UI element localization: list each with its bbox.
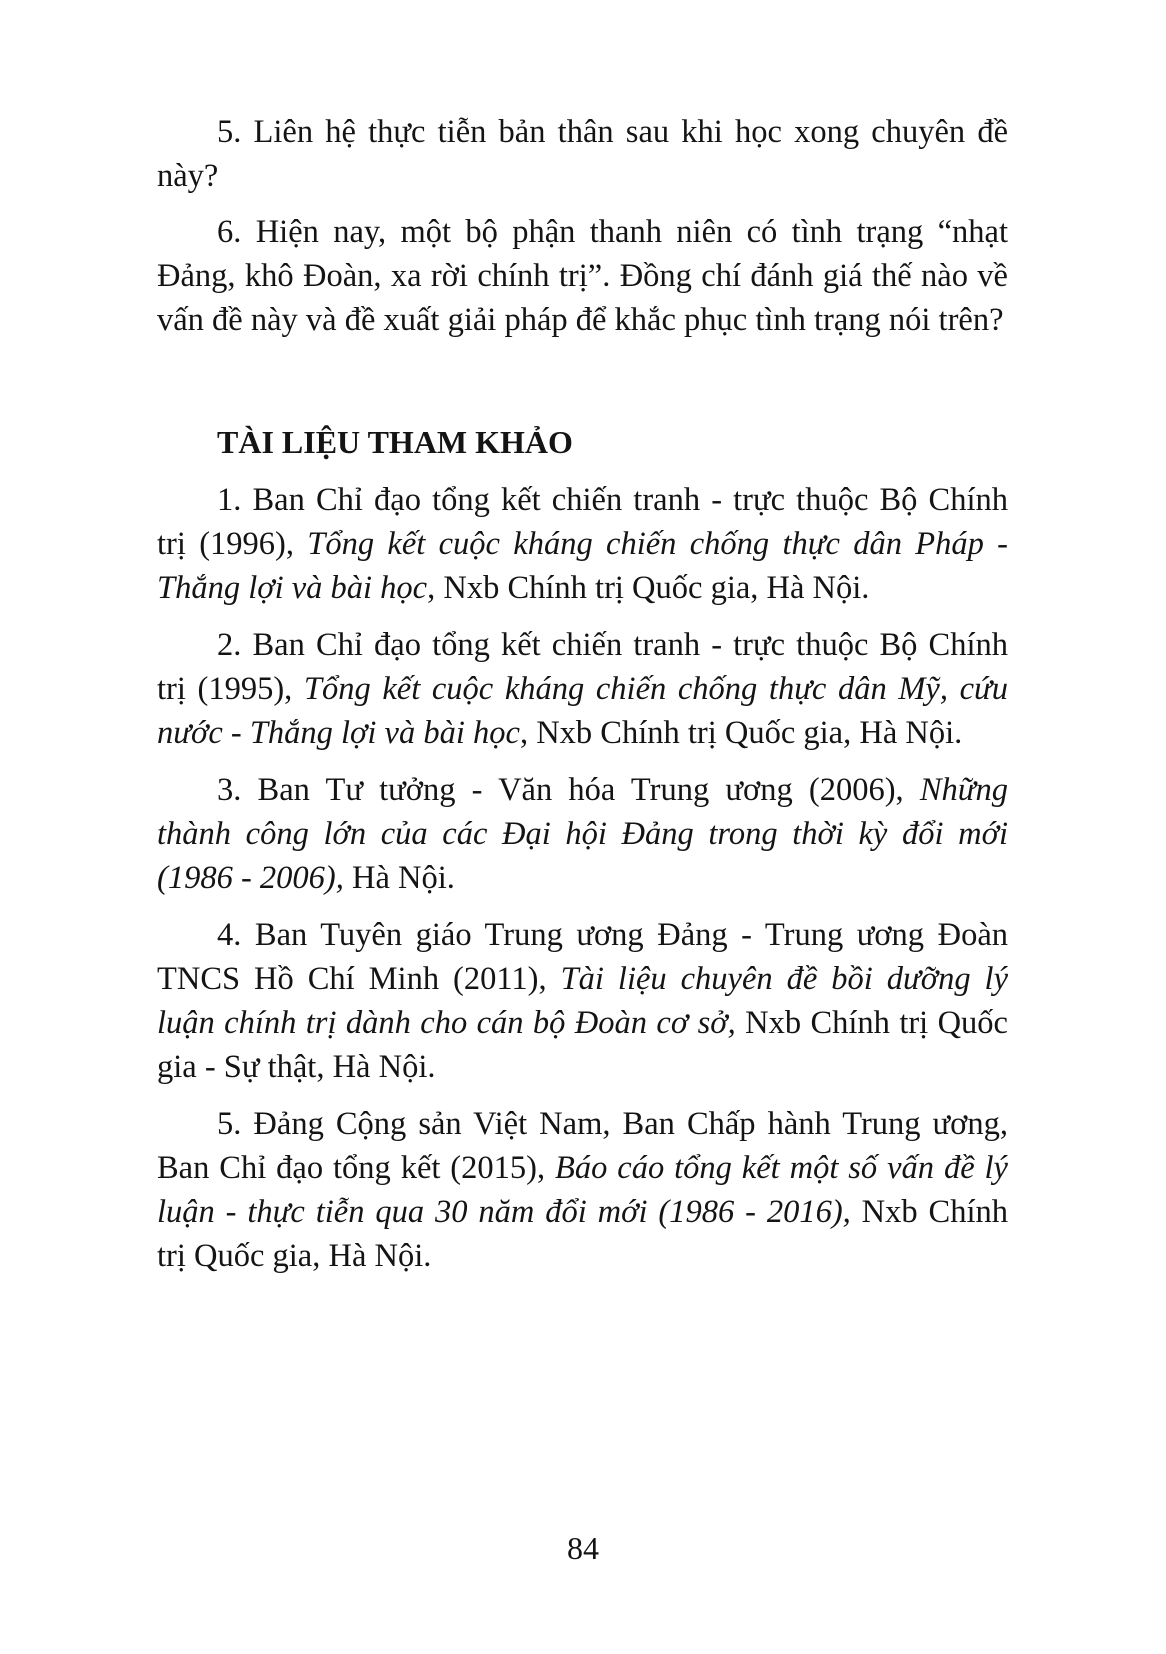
reference-title: Tổng kết cuộc kháng chiến chống thực dân Pháp - Thắng lợi và bài học bbox=[157, 526, 1008, 606]
references-heading: TÀI LIỆU THAM KHẢO bbox=[217, 424, 573, 460]
reference-title: Báo cáo tổng kết một số vấn đề lý luận - thực tiễn qua 30 năm đổi mới (1986 - 2016), bbox=[157, 1150, 1008, 1230]
reference-prefix: 3. Ban Tư tưởng - Văn hóa Trung ương (2006), bbox=[217, 772, 920, 808]
reference-title: Những thành công lớn của các Đại hội Đảng trong thời kỳ đổi mới (1986 - 2006), bbox=[157, 772, 1008, 896]
reference-item-3 bbox=[157, 768, 1008, 900]
reference-prefix: 2. Ban Chỉ đạo tổng kết chiến tranh - trực thuộc Bộ Chính trị (1995), bbox=[157, 627, 1008, 707]
reference-suffix: Nxb Chính trị Quốc gia - Sự thật, Hà Nội. bbox=[157, 1005, 1008, 1085]
page-number: 84 bbox=[567, 1530, 599, 1566]
question-5: 5. Liên hệ thực tiễn bản thân sau khi học xong chuyên đề này? bbox=[157, 114, 1008, 194]
reference-suffix: Hà Nội. bbox=[343, 860, 455, 896]
reference-title: Tổng kết cuộc kháng chiến chống thực dân Mỹ, cứu nước - Thắng lợi và bài học bbox=[157, 671, 1008, 751]
reference-suffix: , Nxb Chính trị Quốc gia, Hà Nội. bbox=[519, 715, 963, 751]
reference-item-4 bbox=[157, 913, 1008, 1089]
question-6: 6. Hiện nay, một bộ phận thanh niên có tình trạng “nhạt Đảng, khô Đoàn, xa rời chính trị”. Đồng chí đánh giá thế nào về vấn đề này và đề xuất giải pháp để khắc phục tình trạng nói trên? bbox=[157, 214, 1008, 338]
reference-prefix: 5. Đảng Cộng sản Việt Nam, Ban Chấp hành Trung ương, Ban Chỉ đạo tổng kết (2015), bbox=[157, 1106, 1008, 1186]
reference-suffix: Nxb Chính trị Quốc gia, Hà Nội. bbox=[157, 1194, 1008, 1274]
reference-item-5 bbox=[157, 1102, 1008, 1278]
document-page bbox=[157, 110, 1008, 1278]
reference-item-2 bbox=[157, 623, 1008, 755]
reference-title: Tài liệu chuyên đề bồi dưỡng lý luận chính trị dành cho cán bộ Đoàn cơ sở, bbox=[157, 961, 1008, 1041]
reference-prefix: 1. Ban Chỉ đạo tổng kết chiến tranh - trực thuộc Bộ Chính trị (1996), bbox=[157, 482, 1008, 562]
reference-suffix: , Nxb Chính trị Quốc gia, Hà Nội. bbox=[427, 570, 870, 606]
reference-item-1 bbox=[157, 478, 1008, 610]
reference-prefix: 4. Ban Tuyên giáo Trung ương Đảng - Trung ương Đoàn TNCS Hồ Chí Minh (2011), bbox=[157, 917, 1008, 997]
